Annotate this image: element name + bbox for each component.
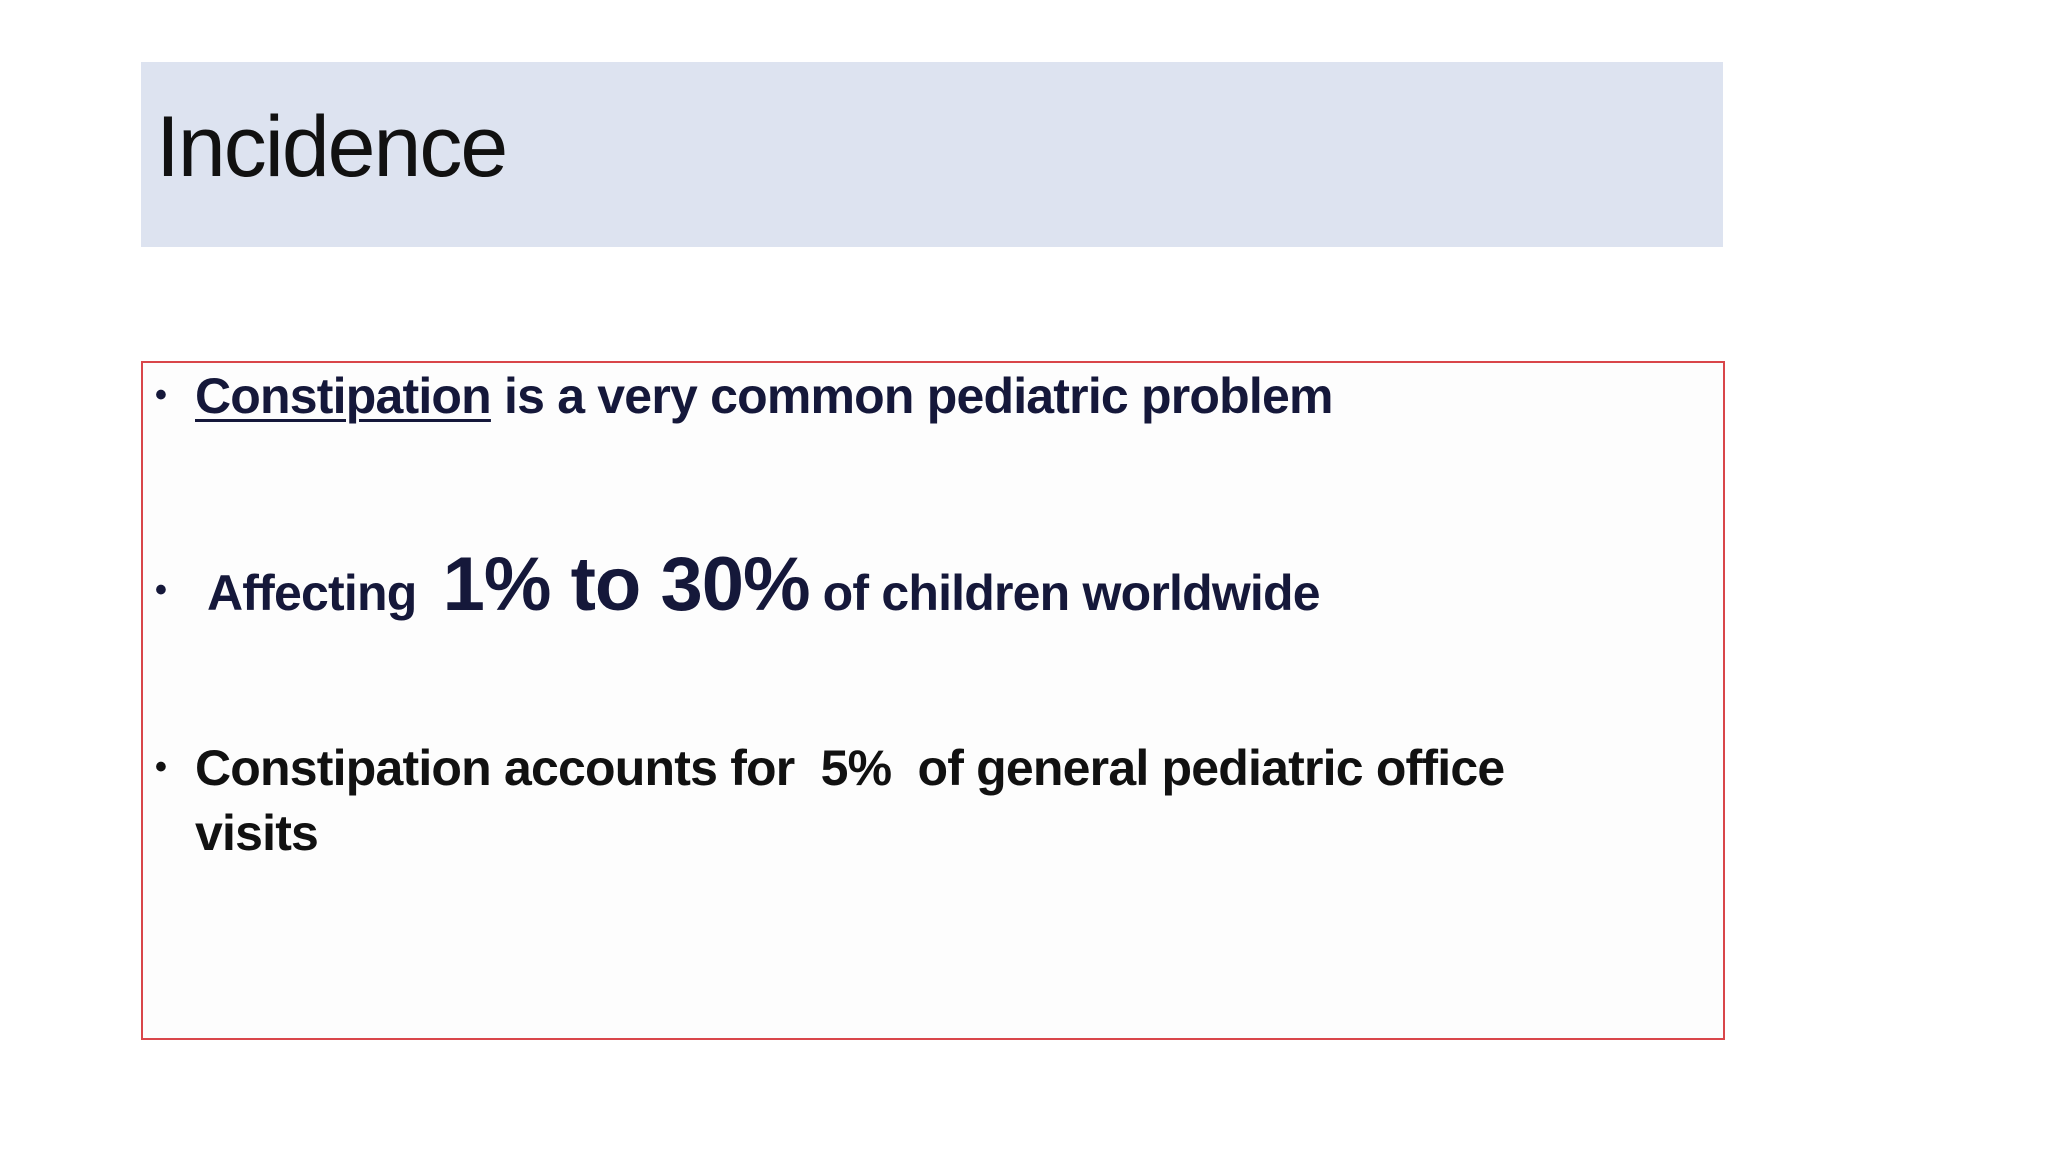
bullet-text xyxy=(195,364,1333,429)
bullet-text xyxy=(195,736,1695,866)
bullet-marker: • xyxy=(155,748,167,786)
content-box xyxy=(141,361,1725,1040)
bullet-text xyxy=(207,536,1320,635)
underlined-term: Constipation xyxy=(195,368,491,424)
bullet-before: Affecting xyxy=(207,565,417,621)
bullet-line-1: Constipation accounts for 5% of general pediatric office xyxy=(195,740,1505,796)
bullet-marker: • xyxy=(155,571,167,609)
bullet-after: of children worldwide xyxy=(822,565,1320,621)
slide-title: Incidence xyxy=(156,99,507,195)
bullet-line-2: visits xyxy=(195,805,319,861)
bullet-marker: • xyxy=(155,376,167,414)
emphasis-figure: 1% to 30% xyxy=(442,542,810,627)
bullet-rest: is a very common pediatric problem xyxy=(490,368,1333,424)
